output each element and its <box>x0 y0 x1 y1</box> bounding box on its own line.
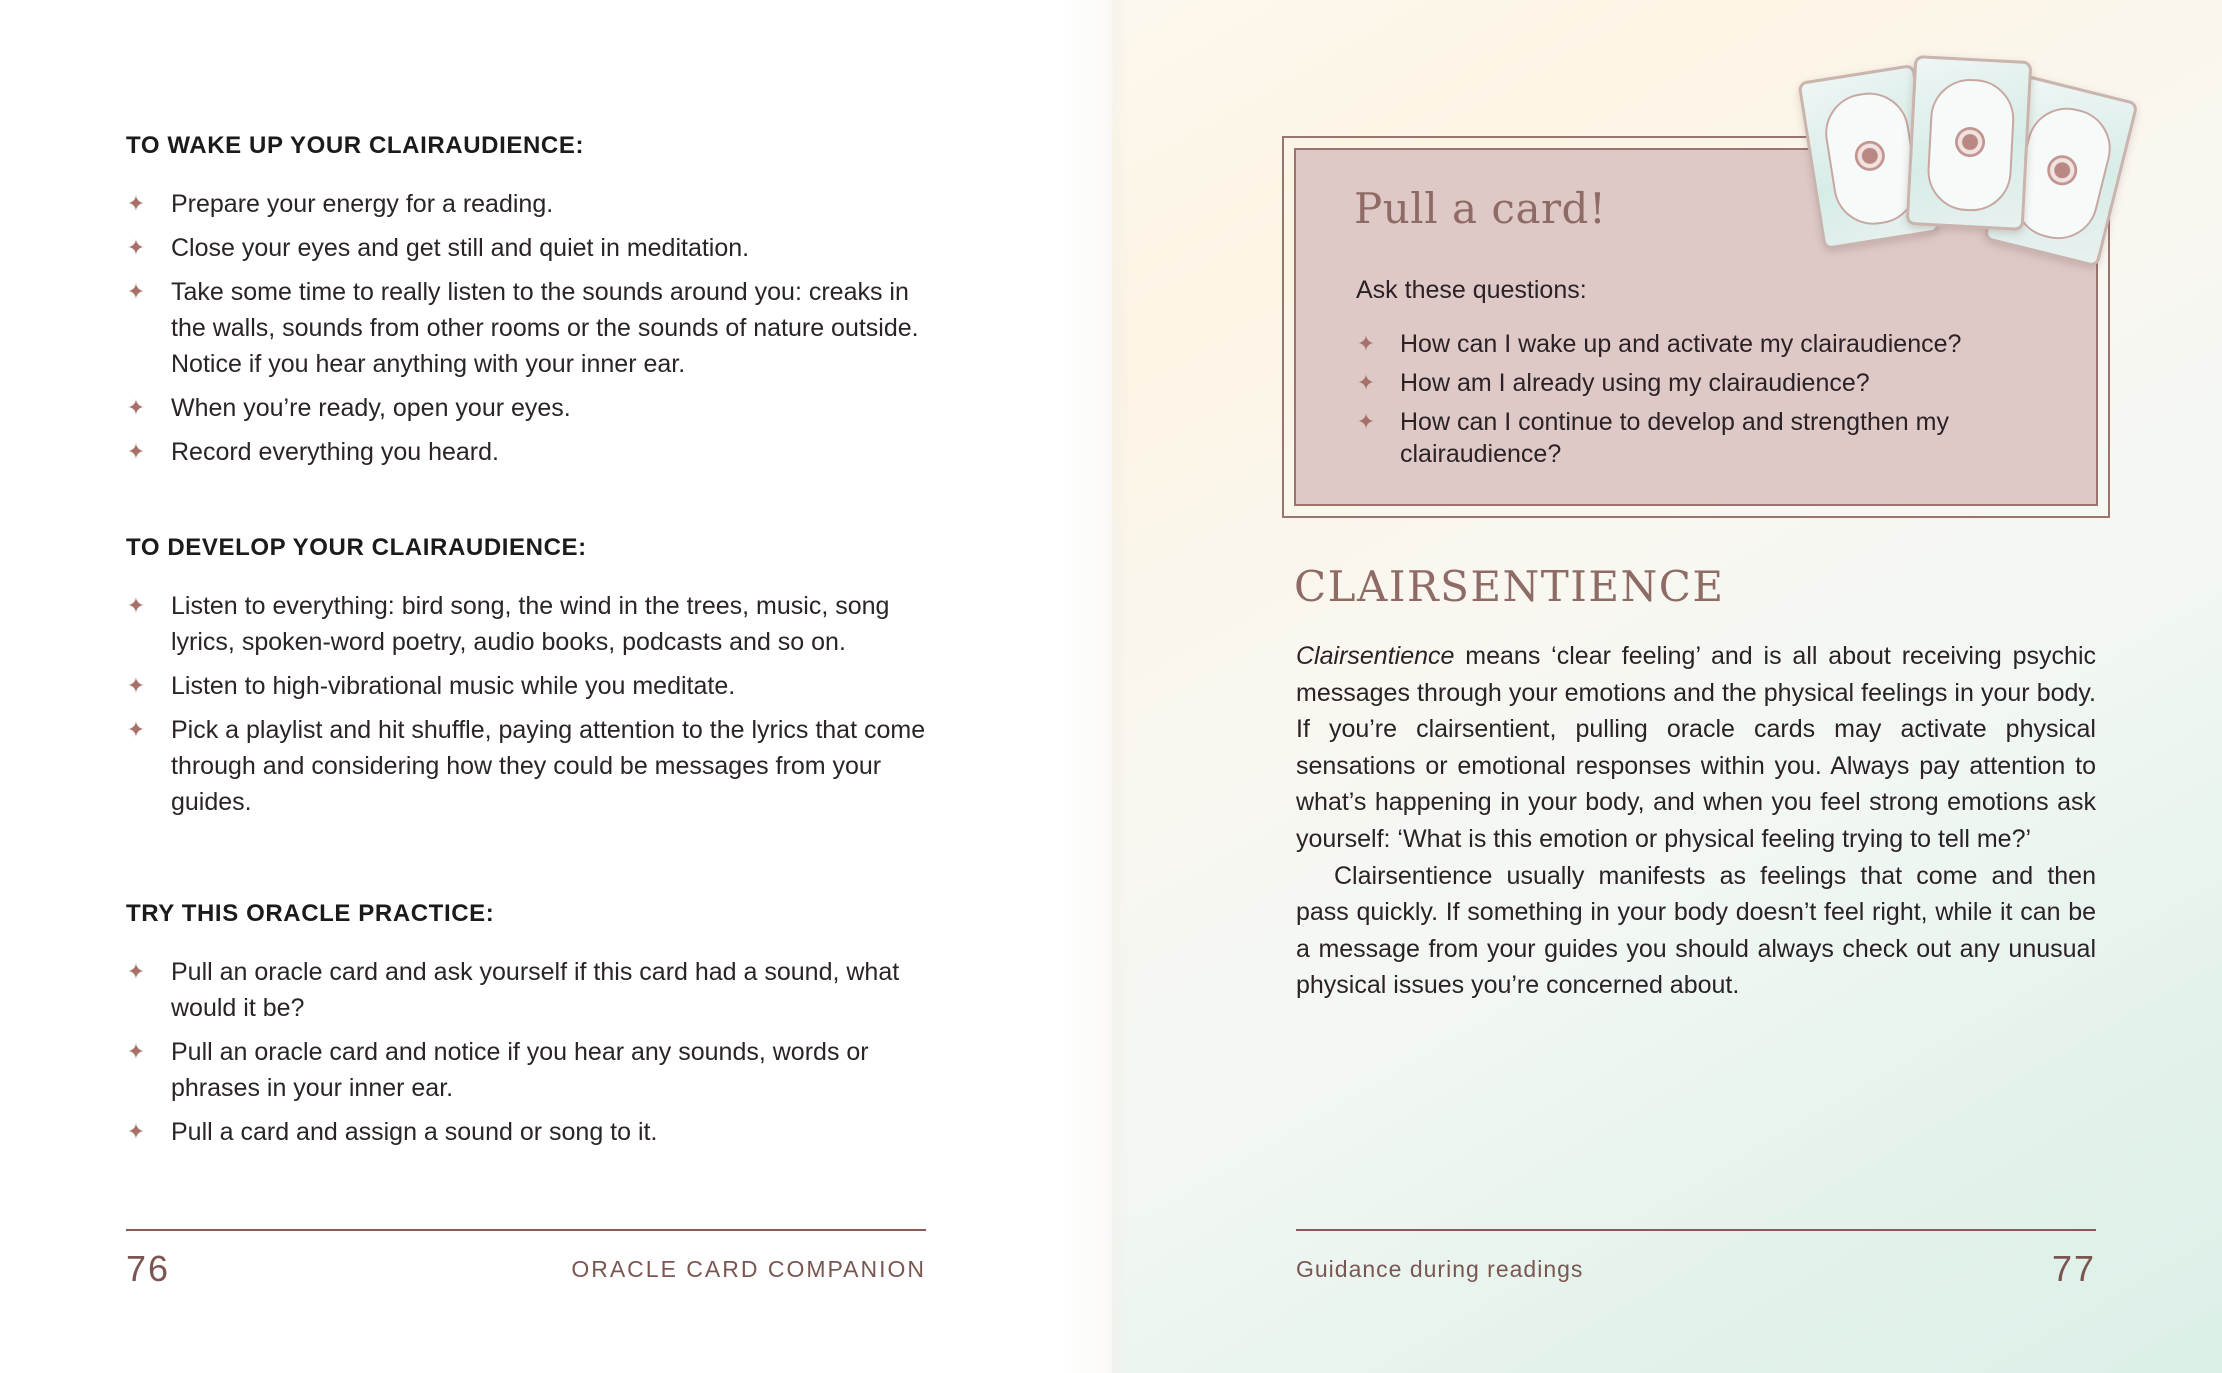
section-heading-develop: TO DEVELOP YOUR CLAIRAUDIENCE: <box>126 534 587 561</box>
four-point-star-icon: ✦ <box>126 235 146 260</box>
oracle-card-icon <box>1906 55 2033 231</box>
page-number-left: 76 <box>126 1248 171 1289</box>
section-heading-practice: TRY THIS ORACLE PRACTICE: <box>126 900 495 927</box>
four-point-star-icon: ✦ <box>126 395 146 420</box>
list-item: ✦ When you’re ready, open your eyes. <box>126 390 936 426</box>
footer-rule-right <box>1296 1229 2096 1231</box>
gutter <box>1060 0 1130 1373</box>
list-item: ✦ Pull an oracle card and ask yourself if this card had a sound, what would it be? <box>126 954 936 1026</box>
four-point-star-icon: ✦ <box>1356 331 1376 356</box>
list-item: ✦ Pick a playlist and hit shuffle, paying attention to the lyrics that come through and considering how they could be messages from your guides. <box>126 712 936 820</box>
wake-up-list <box>126 186 936 478</box>
list-item: ✦ How can I wake up and activate my clairaudience? <box>1356 330 1962 358</box>
paragraph: Clairsentience usually manifests as feelings that come and then pass quickly. If something in your body doesn’t feel right, while it can be a message from your guides you should always check out any unusual physical issues you’re concerned about. <box>1296 861 2096 1000</box>
callout-intro: Ask these questions: <box>1356 276 1587 304</box>
four-point-star-icon: ✦ <box>1356 409 1376 434</box>
practice-list <box>126 954 936 1158</box>
list-item: ✦ Prepare your energy for a reading. <box>126 186 936 222</box>
list-item: ✦ Pull an oracle card and notice if you hear any sounds, words or phrases in your inner ear. <box>126 1034 936 1106</box>
develop-list <box>126 588 936 828</box>
four-point-star-icon: ✦ <box>126 717 146 742</box>
running-head-left: ORACLE CARD COMPANION <box>571 1256 926 1282</box>
callout-title: Pull a card! <box>1354 184 1607 233</box>
four-point-star-icon: ✦ <box>126 959 146 984</box>
four-point-star-icon: ✦ <box>1356 370 1376 395</box>
callout-question-list <box>1356 328 2076 477</box>
list-item: ✦ How am I already using my clairaudience? <box>1356 369 1870 397</box>
list-item: ✦ Take some time to really listen to the sounds around you: creaks in the walls, sounds from other rooms or the sounds of nature outside. Notice if you hear anything with your inner ear. <box>126 274 936 382</box>
list-item: ✦ Pull a card and assign a sound or song to it. <box>126 1114 936 1150</box>
four-point-star-icon: ✦ <box>126 1039 146 1064</box>
term: Clairsentience <box>1296 642 1455 670</box>
four-point-star-icon: ✦ <box>126 1119 146 1144</box>
four-point-star-icon: ✦ <box>126 439 146 464</box>
list-item: ✦ Record everything you heard. <box>126 434 936 470</box>
list-item: ✦ Listen to high-vibrational music while you meditate. <box>126 668 936 704</box>
list-item: ✦ Close your eyes and get still and quiet in meditation. <box>126 230 936 266</box>
page-number-right: 77 <box>2051 1248 2096 1289</box>
four-point-star-icon: ✦ <box>126 191 146 216</box>
body-text <box>1296 638 2096 1004</box>
four-point-star-icon: ✦ <box>126 593 146 618</box>
list-item: ✦ Listen to everything: bird song, the wind in the trees, music, song lyrics, spoken-word poetry, audio books, podcasts and so on. <box>126 588 936 660</box>
paragraph: Clairsentience means ‘clear feeling’ and is all about receiving psychic messages through your emotions and the physical feelings in your body. If you’re clairsentient, pulling oracle cards may activate physical sensations or emotional responses within you. Always pay attention to what’s happening in your body, and when you feel strong emotions ask yourself: ‘What is this emotion or physical feeling trying to tell me?’ <box>1296 642 2096 853</box>
oracle-cards-illustration <box>1800 48 2130 248</box>
running-head-right: Guidance during readings <box>1296 1256 1584 1282</box>
four-point-star-icon: ✦ <box>126 673 146 698</box>
four-point-star-icon: ✦ <box>126 279 146 304</box>
footer-rule-left <box>126 1229 926 1231</box>
section-title-clairsentience: CLAIRSENTIENCE <box>1294 562 1725 611</box>
list-item: ✦ How can I continue to develop and strengthen my clairaudience? <box>1356 408 1949 468</box>
section-heading-wake-up: TO WAKE UP YOUR CLAIRAUDIENCE: <box>126 132 585 159</box>
